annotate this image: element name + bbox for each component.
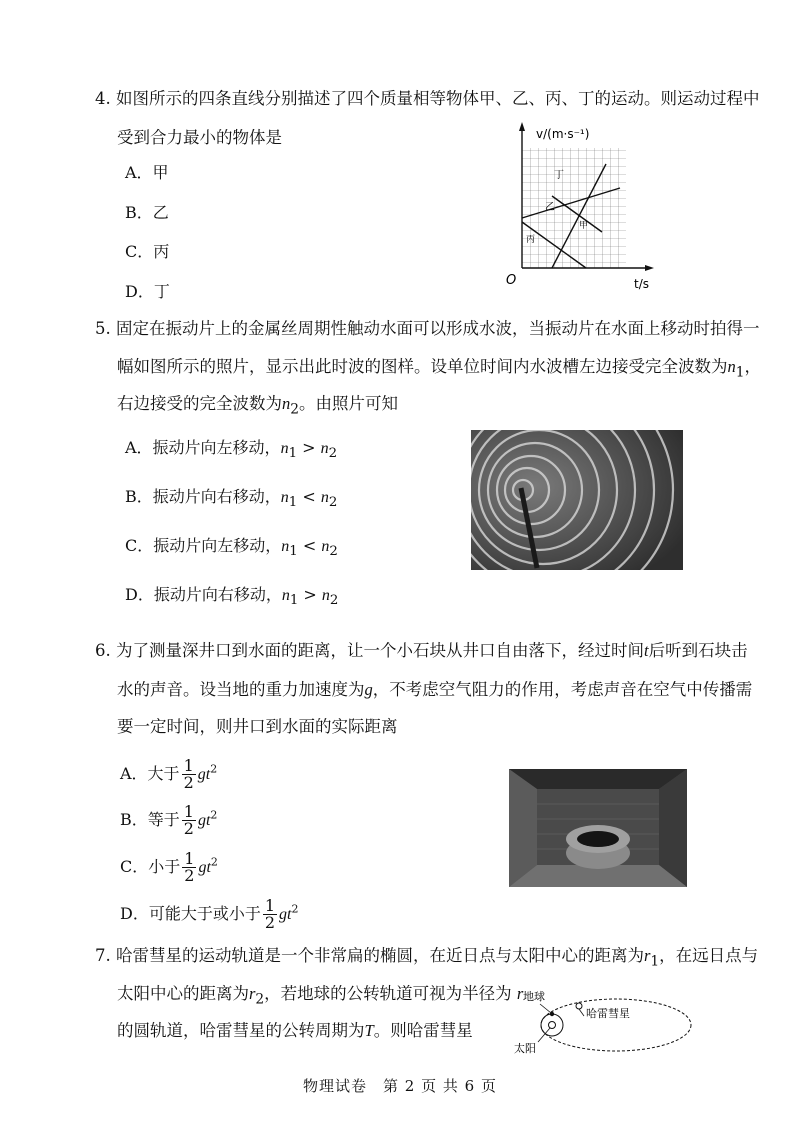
sun-label: 太阳	[514, 1042, 536, 1055]
q6-opt-c-frac	[182, 851, 196, 884]
q5-opt-b-n2: n	[320, 489, 329, 506]
q4-line1	[95, 88, 760, 110]
q6-opt-b-den: 2	[183, 819, 194, 838]
q5-option-a	[125, 437, 337, 465]
q5-opt-d-label: D．振动片向右移动，	[125, 585, 282, 604]
q5-line1	[95, 318, 760, 340]
q5-option-c	[125, 535, 338, 563]
q5-opt-d-sub2: 2	[329, 593, 339, 609]
q6-option-b	[120, 804, 217, 837]
q6-text1b: 后听到石块击	[648, 641, 748, 660]
q6-opt-b-exp: 2	[210, 808, 218, 822]
q7-text3b: 。则哈雷彗星	[373, 1021, 473, 1040]
label-bing: 丙	[526, 235, 536, 245]
q5-text3a: 右边接受的完全波数为	[117, 394, 282, 413]
q6-opt-a-num: 1	[183, 756, 194, 775]
q6-line2	[117, 679, 752, 701]
q6-opt-b-frac	[182, 804, 196, 837]
q5-opt-a-rel: >	[302, 438, 316, 457]
q6-option-d	[120, 898, 298, 931]
q6-text1a: 为了测量深井口到水面的距离，让一个小石块从井口自由落下，经过时间	[116, 641, 644, 660]
q4-number: 4.	[95, 89, 111, 108]
q6-line1	[95, 640, 748, 662]
q6-opt-b-num: 1	[183, 802, 194, 821]
q7-r-symbol: r	[516, 984, 524, 1003]
q4-text1: 如图所示的四条直线分别描述了四个质量相等物体甲、乙、丙、丁的运动。则运动过程中	[116, 89, 760, 108]
q5-opt-c-n2: n	[321, 538, 330, 555]
q6-opt-d-label: D．可能大于或小于	[120, 904, 261, 923]
q6-opt-c-exp: 2	[210, 855, 218, 869]
q7-r2-sub: 2	[255, 991, 265, 1008]
q7-r2-symbol: r	[249, 984, 256, 1003]
q6-opt-a-den: 2	[183, 773, 194, 792]
q6-opt-d-den: 2	[264, 913, 276, 932]
q7-line3	[117, 1020, 473, 1042]
q4-option-b: B．乙	[125, 203, 169, 222]
q6-opt-d-exp: 2	[291, 902, 299, 916]
q5-line3	[117, 393, 398, 420]
q6-option-a	[120, 758, 217, 791]
q7-T-symbol: T	[364, 1021, 374, 1040]
q5-opt-c-n1: n	[281, 538, 290, 555]
q7-line2	[117, 983, 523, 1010]
q6-well-photo	[509, 769, 687, 887]
comet-dot	[576, 1003, 582, 1009]
earth-label: 地球	[523, 990, 545, 1003]
t-axis-arrow	[645, 265, 654, 271]
q6-opt-c-expr: gt	[198, 859, 211, 876]
q6-text2b: ，不考虑空气阻力的作用，考虑声音在空气中传播需	[372, 680, 753, 699]
q5-opt-b-sub1: 1	[288, 495, 298, 511]
q5-text1: 固定在振动片上的金属丝周期性触动水面可以形成水波，当振动片在水面上移动时拍得一	[116, 319, 760, 338]
q7-text1a: 哈雷彗星的运动轨道是一个非常扁的椭圆，在近日点与太阳中心的距离为	[116, 946, 644, 965]
q5-opt-c-sub1: 1	[289, 544, 298, 560]
q6-opt-a-exp: 2	[210, 762, 218, 776]
q5-option-b	[125, 486, 337, 514]
q5-number: 5.	[95, 319, 111, 338]
label-jia: 甲	[579, 221, 589, 231]
q6-opt-c-den: 2	[184, 866, 195, 885]
q5-option-d	[125, 584, 338, 612]
q4-option-c: C．丙	[125, 242, 170, 261]
q7-orbit-diagram	[508, 982, 698, 1062]
comet-label: 哈雷彗星	[586, 1007, 630, 1020]
q6-option-c	[120, 851, 218, 884]
page-footer: 物理试卷 第 2 页 共 6 页	[303, 1077, 497, 1095]
graph-grid	[522, 148, 626, 268]
q6-number: 6.	[95, 641, 111, 660]
q5-opt-d-sub1: 1	[289, 593, 299, 609]
q5-opt-a-sub2: 2	[328, 446, 338, 462]
q6-line3: 要一定时间，则井口到水面的实际距离	[117, 717, 398, 736]
q5-opt-a-n2: n	[320, 440, 329, 457]
q4-line2: 受到合力最小的物体是	[117, 128, 282, 147]
sun-dot	[549, 1022, 556, 1029]
t-axis-label: t/s	[634, 277, 649, 291]
q6-t-symbol: t	[644, 641, 649, 660]
v-axis-label: v/(m·s⁻¹)	[536, 127, 590, 141]
q5-opt-d-n2: n	[321, 587, 330, 604]
q6-text2a: 水的声音。设当地的重力加速度为	[117, 680, 365, 699]
q5-n2-symbol: n	[282, 394, 291, 413]
q6-opt-d-frac	[263, 898, 277, 931]
q6-opt-c-num: 1	[184, 849, 195, 868]
q5-opt-c-label: C．振动片向左移动，	[125, 536, 282, 555]
q7-text2a: 太阳中心的距离为	[117, 984, 249, 1003]
q5-n1-symbol: n	[727, 357, 736, 376]
q5-opt-a-label: A．振动片向左移动，	[125, 438, 281, 457]
q4-option-d: D．丁	[125, 282, 170, 301]
q5-opt-a-n1: n	[280, 440, 289, 457]
q7-text3a: 的圆轨道，哈雷彗星的公转周期为	[117, 1021, 365, 1040]
q6-opt-a-label: A．大于	[120, 764, 180, 783]
q5-text3b: 。由照片可知	[299, 394, 398, 413]
q7-line1	[95, 945, 758, 972]
q6-opt-d-num: 1	[264, 896, 276, 915]
q5-line2: 幅如图所示的照片，显示出此时波的图样。设单位时间内水波槽左边接受完全波数为$n_1$，	[117, 357, 761, 381]
well-mouth	[577, 831, 619, 847]
q5-water-wave-photo	[471, 430, 683, 570]
q6-opt-a-expr: gt	[197, 766, 211, 783]
q5-opt-d-n1: n	[281, 587, 290, 604]
q5-opt-a-sub1: 1	[288, 446, 298, 462]
q7-r1-sub: 1	[650, 953, 660, 970]
q6-opt-d-expr: gt	[279, 906, 292, 923]
q7-number: 7.	[95, 946, 111, 965]
q4-vt-graph	[498, 118, 668, 298]
q6-opt-b-label: B．等于	[120, 810, 180, 829]
q5-opt-b-rel: <	[302, 487, 316, 506]
q6-opt-c-label: C．小于	[120, 857, 181, 876]
q6-opt-a-frac	[182, 758, 196, 791]
q5-opt-b-n1: n	[280, 489, 289, 506]
q5-opt-c-rel: <	[302, 536, 317, 555]
q4-option-a: A．甲	[125, 163, 169, 182]
q5-n1-sub: 1	[735, 364, 745, 381]
q7-text1b: ，在远日点与	[659, 946, 759, 965]
q7-text2b: ，若地球的公转轨道可视为半径为	[264, 984, 512, 1003]
q6-g-symbol: g	[364, 680, 373, 699]
q5-opt-b-label: B．振动片向右移动，	[125, 487, 281, 506]
label-ding: 丁	[554, 170, 564, 181]
q7-r1-symbol: r	[644, 946, 651, 965]
origin-label: O	[506, 273, 517, 288]
q5-opt-b-sub2: 2	[328, 495, 338, 511]
q5-n2-sub: 2	[290, 401, 299, 418]
q5-opt-c-sub2: 2	[329, 544, 338, 560]
label-yi: 乙	[545, 202, 555, 213]
v-axis-arrow	[519, 122, 525, 131]
q5-text2: 幅如图所示的照片，显示出此时波的图样。设单位时间内水波槽左边接受完全波数为	[117, 357, 728, 376]
q5-opt-d-rel: >	[303, 585, 317, 604]
q6-opt-b-expr: gt	[197, 812, 211, 829]
